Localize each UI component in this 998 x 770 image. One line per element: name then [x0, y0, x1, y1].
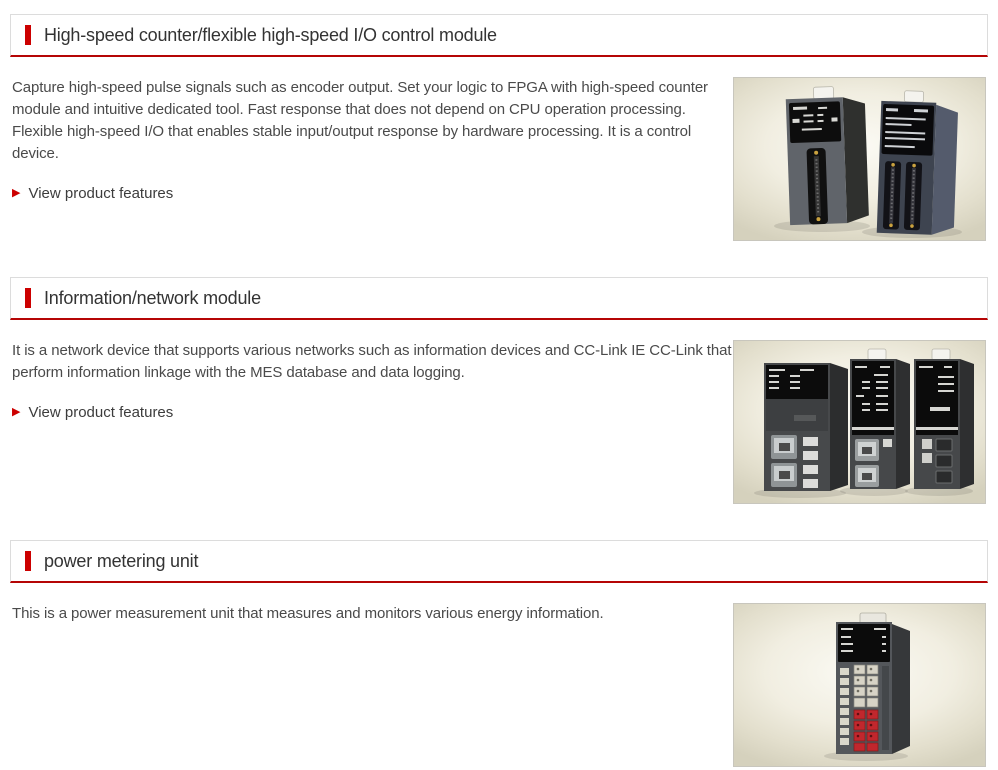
- view-product-features-link[interactable]: [12, 404, 173, 421]
- high-speed-io-modules-photo: [733, 77, 986, 241]
- power-metering-unit-photo: [733, 603, 986, 767]
- section-heading: [10, 14, 988, 57]
- red-bar-marker-icon: [25, 288, 31, 308]
- power-metering-unit-illustration: [734, 604, 985, 766]
- link-label: View product features: [28, 404, 174, 421]
- red-bar-marker-icon: [25, 25, 31, 45]
- section-title: Information/network module: [44, 287, 261, 308]
- network-modules-photo: [733, 340, 986, 504]
- red-triangle-bullet-icon: ▶: [12, 406, 21, 418]
- section-description: This is a power measurement unit that measures and monitors various energy information.: [12, 605, 604, 622]
- section-information-network: [10, 277, 988, 504]
- section-heading: [10, 540, 988, 583]
- section-content: [10, 57, 988, 241]
- section-description: Capture high-speed pulse signals such as encoder output. Set your logic to FPGA with high-speed counter module and intuitive dedicated tool. Fast response that does not depend on CPU operation processing. Flexible high-speed I/O that enables stable input/output response by hardware processing. It is a control device.: [12, 79, 708, 162]
- section-power-metering: [10, 540, 988, 767]
- red-triangle-bullet-icon: ▶: [12, 187, 21, 199]
- section-title: power metering unit: [44, 550, 199, 571]
- section-text-column: [12, 603, 732, 625]
- network-modules-illustration: [734, 341, 985, 503]
- link-label: View product features: [28, 185, 174, 202]
- view-product-features-link[interactable]: [12, 185, 173, 202]
- section-title: High-speed counter/flexible high-speed I/O control module: [44, 24, 497, 45]
- section-text-column: [12, 77, 732, 202]
- section-content: [10, 320, 988, 504]
- section-heading: [10, 277, 988, 320]
- section-high-speed-counter: [10, 14, 988, 241]
- red-bar-marker-icon: [25, 551, 31, 571]
- section-description: It is a network device that supports various networks such as information devices and CC-Link IE CC-Link that perform information linkage with the MES database and data logging.: [12, 342, 732, 381]
- section-text-column: [12, 340, 732, 421]
- plc-two-modules-illustration: [734, 78, 985, 240]
- section-content: [10, 583, 988, 767]
